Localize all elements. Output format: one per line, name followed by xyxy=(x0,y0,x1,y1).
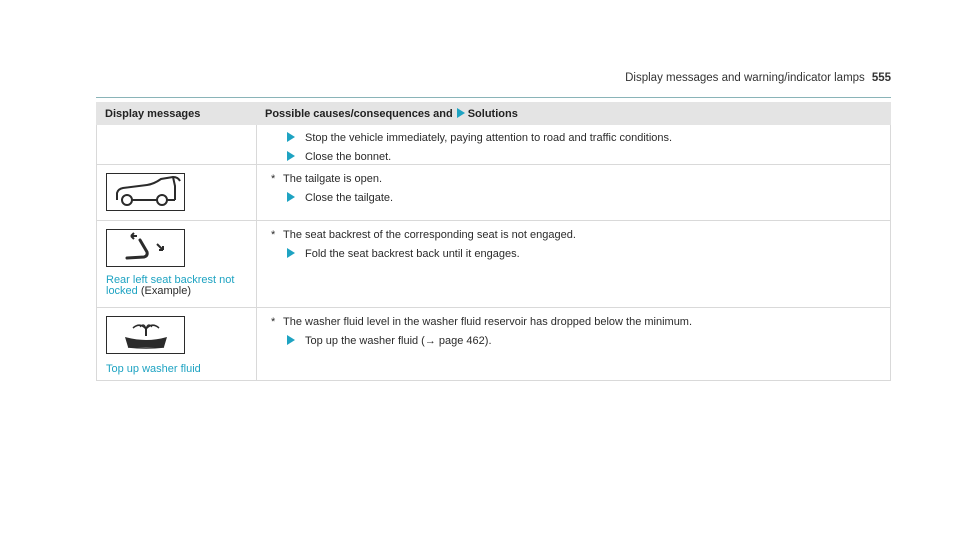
washer-fluid-icon xyxy=(106,316,185,354)
col-header-suffix: Solutions xyxy=(467,108,518,120)
message-link[interactable]: Rear left seat backrest not xyxy=(106,274,235,286)
display-cell xyxy=(97,221,257,308)
causes-cell xyxy=(257,125,891,165)
solution-item: Stop the vehicle immediately, paying attention to road and traffic conditions. xyxy=(257,125,890,145)
table-row xyxy=(97,125,891,165)
causes-cell xyxy=(257,308,891,381)
message-link[interactable]: locked xyxy=(106,285,138,297)
arrow-right-icon xyxy=(287,335,295,345)
table-row xyxy=(97,221,891,308)
arrow-right-icon xyxy=(457,108,465,118)
arrow-right-icon xyxy=(287,248,295,258)
solution-item: Close the bonnet. xyxy=(257,145,890,164)
table-row xyxy=(97,165,891,221)
solution-item: Top up the washer fluid (→ page 462). xyxy=(257,329,890,348)
solution-item: Close the tailgate. xyxy=(257,186,890,205)
display-cell xyxy=(97,308,257,381)
col-header-display-messages: Display messages xyxy=(97,103,257,125)
arrow-right-icon xyxy=(287,192,295,202)
header-title: Display messages and warning/indicator lamps xyxy=(625,72,865,84)
arrow-right-icon xyxy=(287,132,295,142)
cause-item: * The washer fluid level in the washer fluid reservoir has dropped below the minimum. xyxy=(271,316,693,328)
display-cell xyxy=(97,165,257,221)
causes-cell xyxy=(257,221,891,308)
seat-backrest-label: Rear left seat backrest not locked (Example) xyxy=(106,274,235,297)
causes-cell xyxy=(257,165,891,221)
cause-item: * The tailgate is open. xyxy=(271,173,383,185)
cause-item: * The seat backrest of the corresponding seat is not engaged. xyxy=(271,229,576,241)
solution-item: Fold the seat backrest back until it engages. xyxy=(257,242,890,261)
page-number: 555 xyxy=(871,72,891,84)
table-header-row xyxy=(97,103,891,125)
messages-table xyxy=(96,102,891,381)
tailgate-open-icon xyxy=(106,173,185,211)
washer-fluid-label xyxy=(97,354,256,375)
message-link[interactable]: Top up washer fluid xyxy=(106,363,201,375)
arrow-right-icon xyxy=(287,151,295,161)
seat-backrest-icon xyxy=(106,229,185,267)
display-cell xyxy=(97,125,257,165)
col-header-prefix: Possible causes/consequences and xyxy=(265,108,453,120)
header-rule xyxy=(96,97,891,98)
col-header-causes-solutions xyxy=(257,103,891,125)
table-row xyxy=(97,308,891,381)
page-header xyxy=(625,72,891,84)
